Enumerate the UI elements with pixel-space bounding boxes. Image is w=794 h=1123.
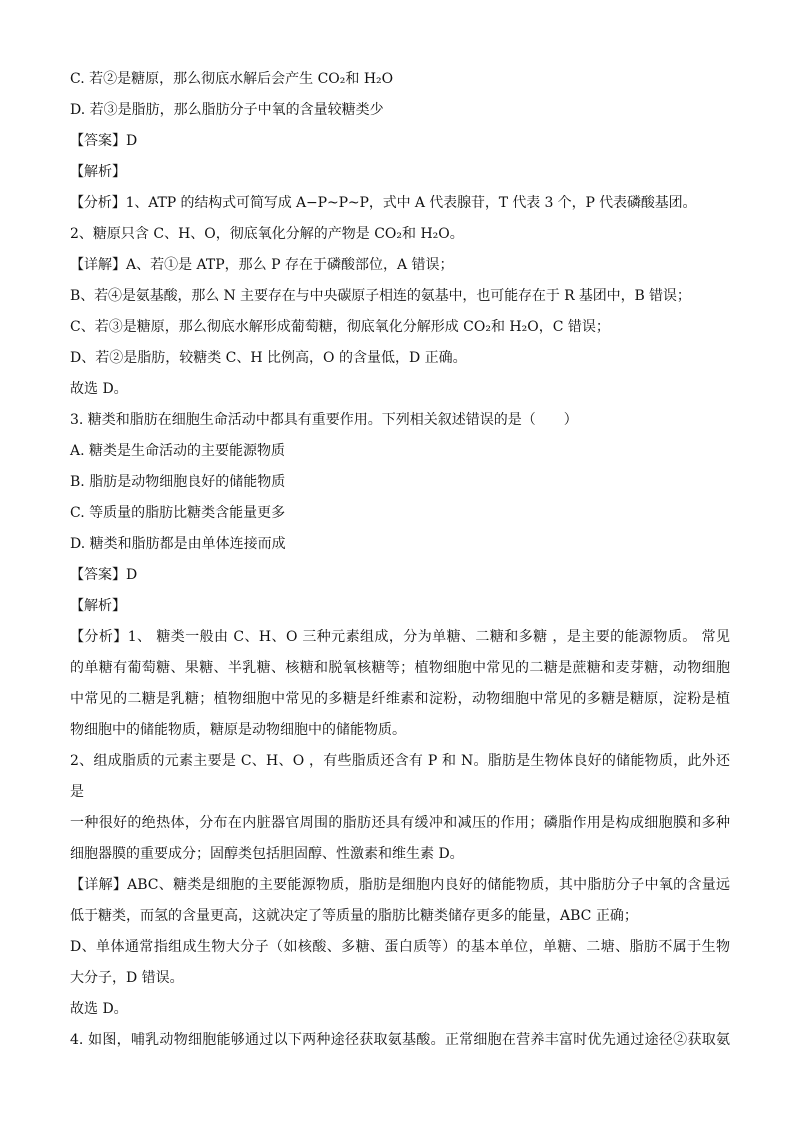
option-a-q3: A. 糖类是生命活动的主要能源物质 bbox=[70, 443, 286, 459]
analysis-point-2-q2: 2、糖原只含 C、H、O，彻底氧化分解的产物是 CO₂和 H₂O。 bbox=[70, 226, 464, 242]
detail-b-q2: B、若④是氨基酸，那么 N 主要存在与中央碳原子相连的氨基中，也可能存在于 R 基团中，B 错误； bbox=[70, 288, 691, 304]
detail-d-q2: D、若②是脂肪，较糖类 C、H 比例高，O 的含量低，D 正确。 bbox=[70, 350, 467, 366]
detail-c-q2: C、若③是糖原，那么彻底水解形成葡萄糖，彻底氧化分解形成 CO₂和 H₂O，C 错误； bbox=[70, 319, 610, 335]
analysis-label-q3: 【解析】 bbox=[70, 598, 126, 614]
analysis-label-q2: 【解析】 bbox=[70, 164, 126, 180]
option-d-q3: D. 糖类和脂肪都是由单体连接而成 bbox=[70, 536, 286, 552]
detail-abc-line-1: 【详解】ABC、糖类是细胞的主要能源物质，脂肪是细胞内良好的储能物质，其中脂肪分子中氧的含量远 bbox=[70, 877, 730, 893]
analysis-paragraph-1-line-4: 物细胞中的储能物质，糖原是动物细胞中的储能物质。 bbox=[70, 722, 406, 738]
detail-a-q2: 【详解】A、若①是 ATP，那么 P 存在于磷酸部位，A 错误； bbox=[70, 257, 454, 273]
detail-d-line-1: D、单体通常指组成生物大分子（如核酸、多糖、蛋白质等）的基本单位，单糖、二塘、脂肪不属于生物 bbox=[70, 939, 730, 955]
option-d-q2: D. 若③是脂肪，那么脂肪分子中氧的含量较糖类少 bbox=[70, 102, 384, 118]
conclusion-q3: 故选 D。 bbox=[70, 1001, 128, 1017]
answer-label-q2: 【答案】D bbox=[70, 133, 138, 149]
question-4-stem: 4. 如图，哺乳动物细胞能够通过以下两种途径获取氨基酸。正常细胞在营养丰富时优先通过途径②获取氨 bbox=[70, 1032, 730, 1048]
detail-d-line-2: 大分子，D 错误。 bbox=[70, 970, 184, 986]
analysis-point-1-q2: 【分析】1、ATP 的结构式可简写成 A−P~P~P，式中 A 代表腺苷，T 代表 3 个，P 代表磷酸基团。 bbox=[70, 195, 697, 211]
option-b-q3: B. 脂肪是动物细胞良好的储能物质 bbox=[70, 474, 286, 490]
document-page bbox=[70, 64, 730, 1056]
option-c-q2: C. 若②是糖原，那么彻底水解后会产生 CO₂和 H₂O bbox=[70, 71, 394, 87]
answer-label-q3: 【答案】D bbox=[70, 567, 138, 583]
analysis-paragraph-2-line-3: 细胞器膜的重要成分；固醇类包括胆固醇、性激素和维生素 D。 bbox=[70, 846, 464, 862]
option-c-q3: C. 等质量的脂肪比糖类含能量更多 bbox=[70, 505, 286, 521]
analysis-paragraph-2-line-2: 一种很好的绝热体，分布在内脏器官周围的脂肪还具有缓冲和减压的作用；磷脂作用是构成细胞膜和多种 bbox=[70, 815, 730, 831]
detail-abc-line-2: 低于糖类，而氢的含量更高，这就决定了等质量的脂肪比糖类储存更多的能量，ABC 正确； bbox=[70, 908, 638, 924]
analysis-paragraph-2-line-1: 2、组成脂质的元素主要是 C、H、O ，有些脂质还含有 P 和 N。脂肪是生物体良好的储能物质，此外还是 bbox=[70, 753, 730, 800]
analysis-paragraph-1-line-3: 中常见的二糖是乳糖；植物细胞中常见的多糖是纤维素和淀粉，动物细胞中常见的多糖是糖原，淀粉是植 bbox=[70, 691, 730, 707]
analysis-paragraph-1-line-1: 【分析】1、 糖类一般由 C、H、O 三种元素组成，分为单糖、二糖和多糖 ，是主要的能源物质。 常见 bbox=[70, 629, 730, 645]
conclusion-q2: 故选 D。 bbox=[70, 381, 128, 397]
analysis-paragraph-1-line-2: 的单糖有葡萄糖、果糖、半乳糖、核糖和脱氧核糖等；植物细胞中常见的二糖是蔗糖和麦芽糖，动物细胞 bbox=[70, 660, 730, 676]
question-3-stem: 3. 糖类和脂肪在细胞生命活动中都具有重要作用。下列相关叙述错误的是（ ） bbox=[70, 412, 578, 428]
